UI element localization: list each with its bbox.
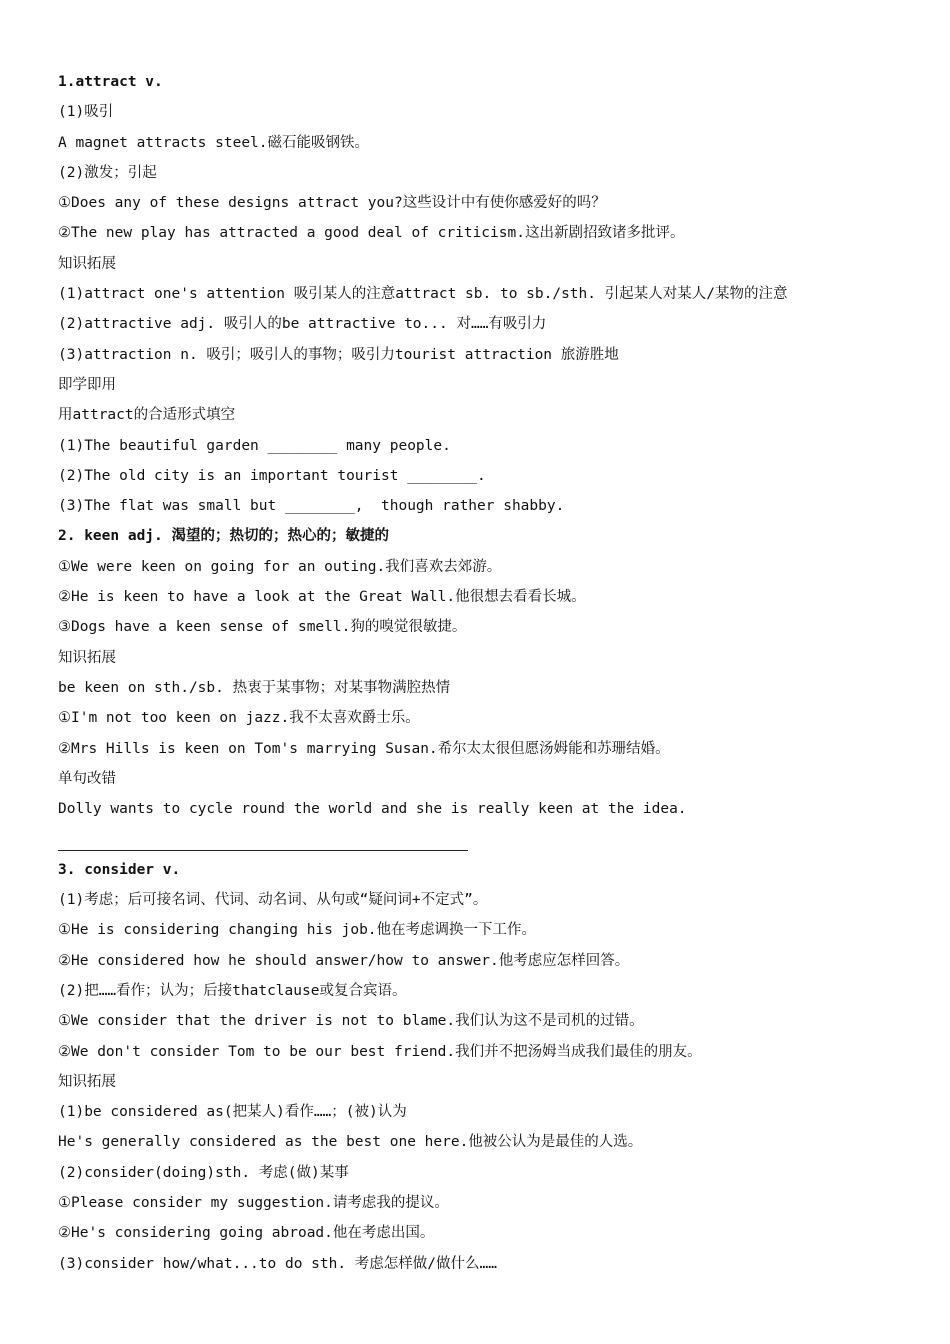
example-sentence: ①Please consider my suggestion.请考虑我的提议。 (58, 1194, 449, 1211)
heading-consider: 3. consider v. (58, 861, 181, 878)
section-label: 即学即用 (58, 376, 116, 393)
extension-item: (2)consider(doing)sth. 考虑(做)某事 (58, 1164, 349, 1181)
example-sentence: ②He is keen to have a look at the Great Wall.他很想去看看长城。 (58, 589, 586, 606)
example-sentence: ②He considered how he should answer/how to answer.他考虑应怎样回答。 (58, 952, 630, 969)
answer-blank-line (58, 824, 918, 854)
sense-label: (2)把……看作；认为；后接thatclause或复合宾语。 (58, 982, 407, 999)
example-sentence: ①He is considering changing his job.他在考虑调换一下工作。 (58, 922, 537, 939)
section-label: 知识拓展 (58, 1073, 116, 1090)
example-sentence: ①I'm not too keen on jazz.我不太喜欢爵士乐。 (58, 710, 420, 727)
section-label: 单句改错 (58, 770, 116, 787)
sense-label: (1)吸引 (58, 104, 114, 121)
document-page (58, 67, 918, 1279)
extension-item: (1)be considered as(把某人)看作……；(被)认为 (58, 1104, 407, 1121)
extension-item: (3)attraction n. 吸引；吸引人的事物；吸引力tourist attraction 旅游胜地 (58, 346, 619, 363)
section-label: 知识拓展 (58, 255, 116, 272)
exercise-item: (1)The beautiful garden ________ many people. (58, 437, 451, 454)
extension-item: (3)consider how/what...to do sth. 考虑怎样做/做什么…… (58, 1255, 497, 1272)
sense-label: (1)考虑；后可接名词、代词、动名词、从句或“疑问词+不定式”。 (58, 892, 488, 909)
exercise-item: (2)The old city is an important tourist ________. (58, 467, 486, 484)
exercise-item: (3)The flat was small but ________, though rather shabby. (58, 498, 565, 515)
heading-keen: 2. keen adj. 渴望的；热切的；热心的；敏捷的 (58, 528, 389, 545)
section-label: 知识拓展 (58, 649, 116, 666)
example-sentence: ②He's considering going abroad.他在考虑出国。 (58, 1225, 435, 1242)
example-sentence: ②We don't consider Tom to be our best friend.我们并不把汤姆当成我们最佳的朋友。 (58, 1043, 702, 1060)
example-sentence: ②Mrs Hills is keen on Tom's marrying Susan.希尔太太很但愿汤姆能和苏珊结婚。 (58, 740, 670, 757)
extension-item: (2)attractive adj. 吸引人的be attractive to... 对……有吸引力 (58, 316, 547, 333)
sense-label: (2)激发；引起 (58, 164, 157, 181)
example-sentence: He's generally considered as the best one here.他被公认为是最佳的人选。 (58, 1134, 643, 1151)
example-sentence: A magnet attracts steel.磁石能吸钢铁。 (58, 134, 370, 151)
exercise-instruction: 用attract的合适形式填空 (58, 407, 236, 424)
example-sentence: ①Does any of these designs attract you?这些设计中有使你感爱好的吗？ (58, 195, 606, 212)
example-sentence: ②The new play has attracted a good deal of criticism.这出新剧招致诸多批评。 (58, 225, 685, 242)
extension-item: (1)attract one's attention 吸引某人的注意attract sb. to sb./sth. 引起某人对某人/某物的注意 (58, 286, 788, 303)
heading-attract: 1.attract v. (58, 74, 163, 90)
example-sentence: ①We were keen on going for an outing.我们喜欢去郊游。 (58, 558, 502, 575)
extension-item: be keen on sth./sb. 热衷于某事物；对某事物满腔热情 (58, 679, 451, 696)
example-sentence: ③Dogs have a keen sense of smell.狗的嗅觉很敏捷。 (58, 619, 467, 636)
exercise-item: Dolly wants to cycle round the world and she is really keen at the idea. (58, 801, 687, 818)
example-sentence: ①We consider that the driver is not to blame.我们认为这不是司机的过错。 (58, 1013, 644, 1030)
